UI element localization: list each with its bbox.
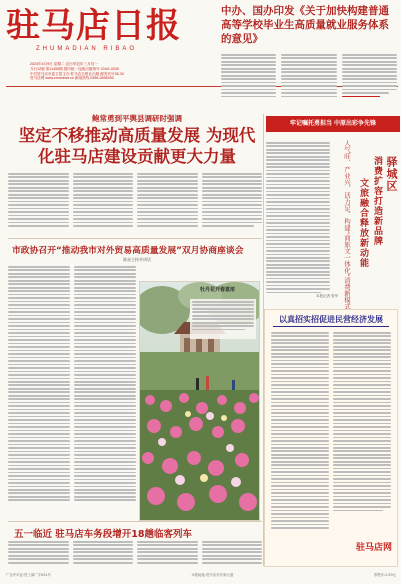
footer-center: 本报地址:驻马店市开源大道	[191, 573, 234, 577]
side-reporter: 本报记者 张华	[316, 294, 339, 298]
meta-line: 今日12版 第11455期 国内统一连续出版物号 CN41-0030	[30, 66, 120, 71]
lead-body	[8, 173, 262, 235]
section-rule	[8, 238, 262, 239]
second-body	[8, 266, 136, 516]
bottom-body	[8, 541, 262, 569]
second-byline: 陈星主持并讲话	[123, 257, 151, 262]
masthead-pinyin: ZHUMADIAN RIBAO	[36, 46, 138, 52]
commentary-body	[271, 332, 391, 542]
site-stamp: 驻马店网	[355, 543, 392, 553]
meta-line: 中共驻马店市委主管主办 驻马店日报社出版 邮发代号35-30	[30, 71, 124, 76]
side-title-line: 文旅融合释放新动能	[358, 178, 368, 268]
side-title-line: 驿城区	[385, 156, 398, 192]
photo-caption	[190, 299, 256, 339]
top-headline[interactable]: 中办、国办印发《关于加快构建普通高等学校毕业生高质量就业服务体系的意见》	[221, 5, 389, 45]
side-banner: 牢记嘱托勇担当 中原出彩争先锋	[266, 116, 400, 132]
top-story-continued	[342, 96, 381, 98]
side-body	[266, 142, 330, 306]
commentary-box[interactable]	[264, 309, 398, 567]
section-rule	[8, 521, 262, 522]
text-column	[281, 54, 336, 106]
meta-line: 2024年4月9日 星期二 农历甲辰年三月初一	[30, 62, 98, 66]
side-title-line: 消费扩容打造新品牌	[372, 156, 382, 246]
second-headline[interactable]: 市政协召开“推动我市对外贸易高质量发展”双月协商座谈会	[12, 246, 244, 256]
top-story-body	[221, 54, 397, 106]
footer-left: 广告许可证:驻工商广字001号	[6, 573, 51, 577]
bottom-headline[interactable]: 五一临近 驻马店车务段增开18趟临客列车	[14, 529, 193, 540]
page-footer	[6, 572, 396, 582]
photo-caption-tag: 牡丹花开春意浓	[200, 287, 236, 293]
meta-line: 驻马店网 www.zmdnews.cn 新闻热线 0396-2696336	[30, 76, 114, 81]
lead-kicker: 鲍常勇到平舆县调研时强调	[92, 114, 182, 123]
commentary-rule	[273, 326, 389, 327]
text-column	[221, 54, 276, 106]
lead-headline[interactable]: 坚定不移推动高质量发展 为现代化驻马店建设贡献更大力量	[18, 126, 256, 166]
side-quote: 人气旺、产业兴、活力足、构建“商旅文一体化”消费新模式	[343, 140, 351, 310]
text-column	[342, 54, 397, 106]
masthead-title: 驻马店日报	[6, 6, 181, 46]
commentary-title: 以真招实招促进民营经济发展	[279, 315, 383, 324]
footer-right: 零售价:1.50元	[373, 573, 396, 577]
side-feature[interactable]	[266, 136, 400, 310]
